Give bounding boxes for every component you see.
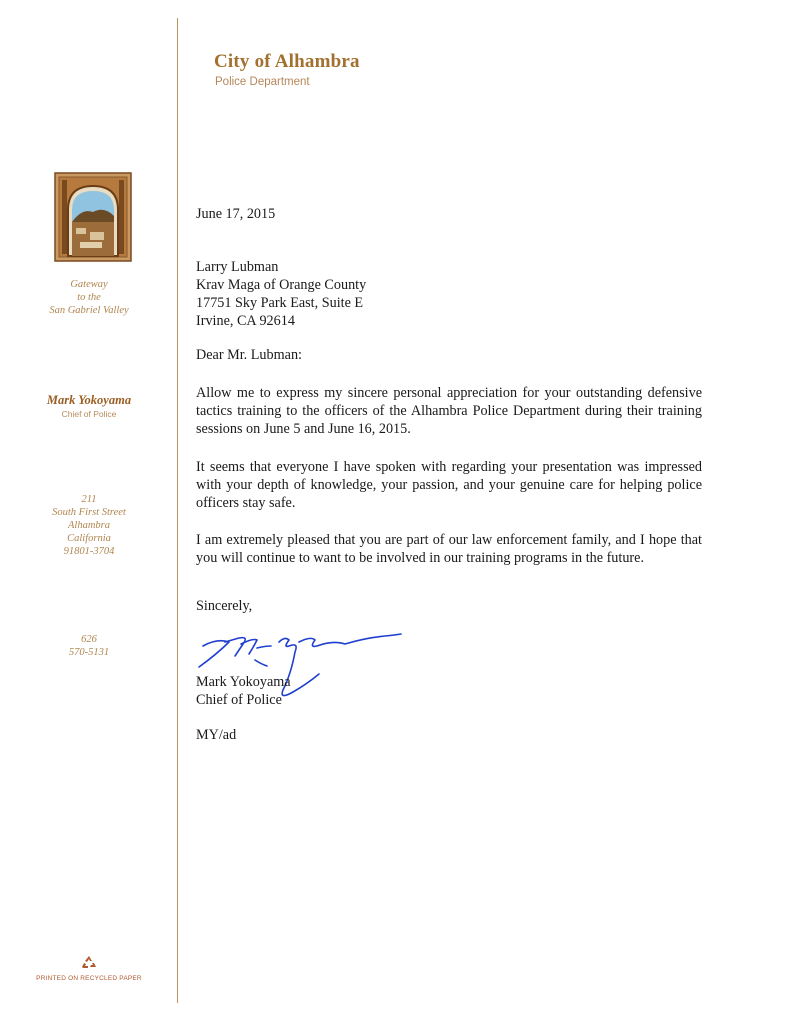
address-line: South First Street — [52, 507, 126, 518]
signer-name: Mark Yokoyama — [196, 674, 291, 690]
address-line: 211 — [81, 494, 97, 505]
address-line: California — [67, 533, 111, 544]
motto-line: Gateway — [70, 279, 108, 290]
chief-title: Chief of Police — [61, 409, 117, 419]
city-motto — [0, 278, 178, 317]
department-phone — [0, 633, 178, 659]
motto-line: to the — [77, 292, 101, 303]
phone-line: 570-5131 — [68, 647, 110, 658]
recipient-line: 17751 Sky Park East, Suite E — [196, 295, 364, 311]
motto-line: San Gabriel Valley — [49, 305, 129, 316]
chief-block — [0, 393, 178, 419]
department-name: Police Department — [215, 76, 310, 88]
recipient-line: Krav Maga of Orange County — [196, 277, 367, 293]
body-paragraph: Allow me to express my sincere personal appreciation for your outstanding defensive tactics training to the officers of the Alhambra Police Department during their training sessions on June 5 and June 16, 2015. — [196, 385, 702, 437]
body-paragraph: I am extremely pleased that you are part of our law enforcement family, and I hope that you will continue to want to be involved in our training programs in the future. — [196, 532, 702, 566]
salutation: Dear Mr. Lubman: — [196, 347, 302, 363]
recycled-paper-text: PRINTED ON RECYCLED PAPER — [36, 975, 142, 982]
address-line: 91801-3704 — [63, 546, 115, 557]
signer-block — [196, 673, 702, 709]
recycle-icon — [81, 955, 97, 969]
signer-title: Chief of Police — [196, 692, 282, 708]
closing: Sincerely, — [196, 598, 253, 614]
recipient-address — [196, 258, 702, 330]
recipient-line: Larry Lubman — [196, 259, 279, 275]
department-address — [0, 493, 178, 558]
letter-date: June 17, 2015 — [196, 206, 276, 222]
recipient-line: Irvine, CA 92614 — [196, 313, 295, 329]
reference-initials: MY/ad — [196, 727, 237, 743]
body-paragraph: It seems that everyone I have spoken with regarding your presentation was impressed with your depth of knowledge, your passion, and your genuine care for helping police officers stay safe. — [196, 459, 702, 511]
department-city-title: City of Alhambra — [214, 51, 360, 72]
recycled-paper-note — [0, 955, 178, 982]
phone-line: 626 — [81, 634, 97, 645]
chief-name: Mark Yokoyama — [46, 393, 132, 407]
address-line: Alhambra — [68, 520, 110, 531]
city-seal-icon — [54, 172, 132, 262]
